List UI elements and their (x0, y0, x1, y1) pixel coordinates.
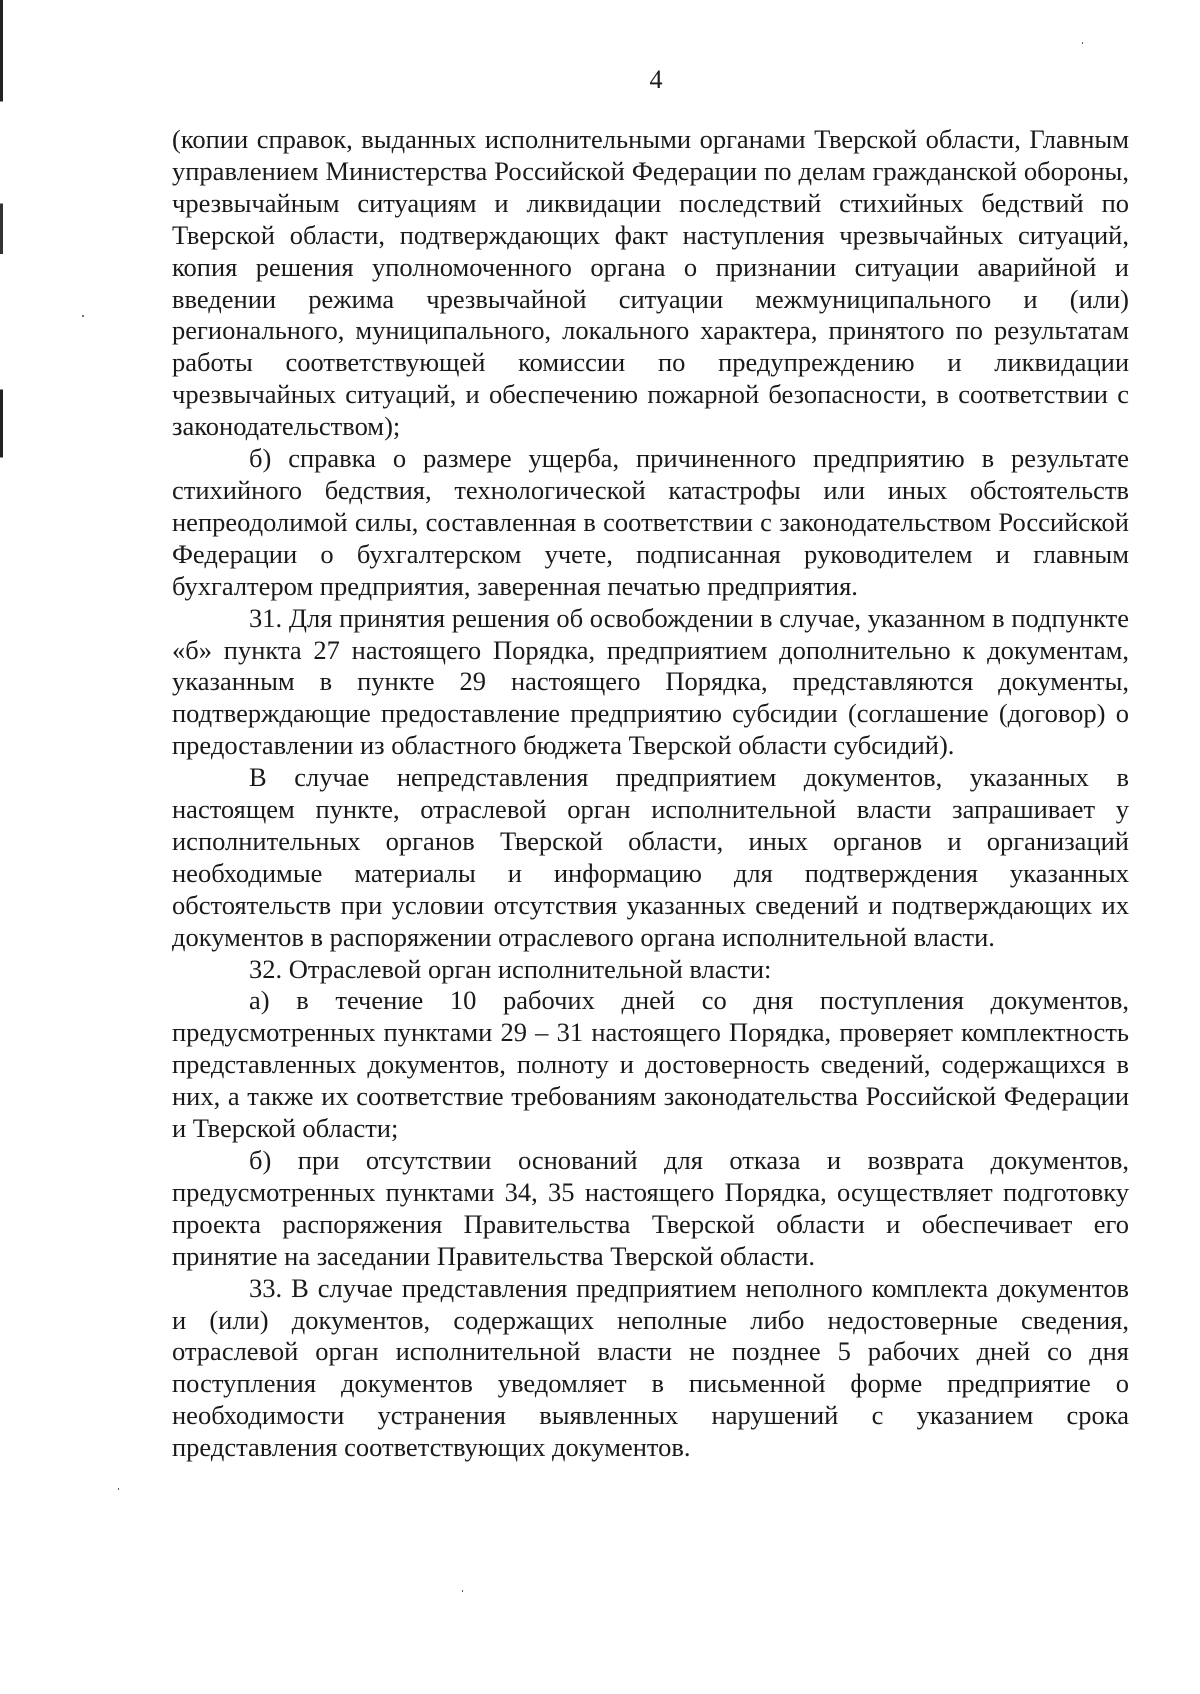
scan-speck (82, 315, 84, 317)
document-body (172, 124, 1129, 1464)
scan-speck (118, 1488, 119, 1490)
paragraph-clause-32-a: а) в течение 10 рабочих дней со дня поступления документов, предусмотренных пунктами 29 – 31 настоящего Порядка, проверяет комплектность представленных документов, полноту и достоверность сведений, содержащихся в них, а также их соответствие требованиям законодательства Российской Федерации и Тверской области; (172, 985, 1129, 1144)
scan-edge-shadow (0, 0, 3, 1694)
scan-speck (462, 1590, 463, 1592)
paragraph-damage-certificate: б) справка о размере ущерба, причиненного предприятию в результате стихийного бедствия, технологической катастрофы или иных обстоятельств непреодолимой силы, составленная в соответствии с законодательством Российской Федерации о бухгалтерском учете, подписанная руководителем и главным бухгалтером предприятия, заверенная печатью предприятия. (172, 443, 1129, 601)
paragraph-clause-32: 32. Отраслевой орган исполнительной власти: (249, 953, 772, 984)
paragraph-clause-31: 31. Для принятия решения об освобождении в случае, указанном в подпункте «б» пункта 27 настоящего Порядка, предприятием дополнительно к документам, указанным в пункте 29 настоящего Порядка, представляются документы, подтверждающие предоставление предприятию субсидии (соглашение (договор) о предоставлении из областного бюджета Тверской области субсидий). (172, 602, 1129, 761)
scan-speck (1082, 42, 1083, 44)
paragraph-attachments-list: (копии справок, выданных исполнительными органами Тверской области, Главным управлением Министерства Российской Федерации по делам гражданской обороны, чрезвычайным ситуациям и ликвидации последствий стихийных бедствий по Тверской области, подтверждающих факт наступления чрезвычайных ситуаций, копия решения уполномоченного органа о признании ситуации аварийной и введении режима чрезвычайной ситуации межмуниципального и (или) регионального, муниципального, локального характера, принятого по результатам работы соответствующей комиссии по предупреждению и ликвидации чрезвычайных ситуаций, и обеспечению пожарной безопасности, в соответствии с законодательством); (172, 124, 1129, 442)
paragraph-clause-32-b: б) при отсутствии оснований для отказа и возврата документов, предусмотренных пунктами 34, 35 настоящего Порядка, осуществляет подготовку проекта распоряжения Правительства Тверской области и обеспечивает его принятие на заседании Правительства Тверской области. (172, 1145, 1129, 1271)
paragraph-clause-33: 33. В случае представления предприятием неполного комплекта документов и (или) документов, содержащих неполные либо недостоверные сведения, отраслевой орган исполнительной власти не позднее 5 рабочих дней со дня поступления документов уведомляет в письменной форме предприятие о необходимости устранения выявленных нарушений с указанием срока представления соответствующих документов. (172, 1272, 1129, 1463)
paragraph-clause-31-request: В случае непредставления предприятием документов, указанных в настоящем пункте, отраслевой орган исполнительной власти запрашивает у исполнительных органов Тверской области, иных органов и организаций необходимые материалы и информацию для подтверждения указанных обстоятельств при условии отсутствия указанных сведений и подтверждающих их документов в распоряжении отраслевого органа исполнительной власти. (172, 762, 1129, 952)
page-number: 4 (649, 65, 663, 94)
